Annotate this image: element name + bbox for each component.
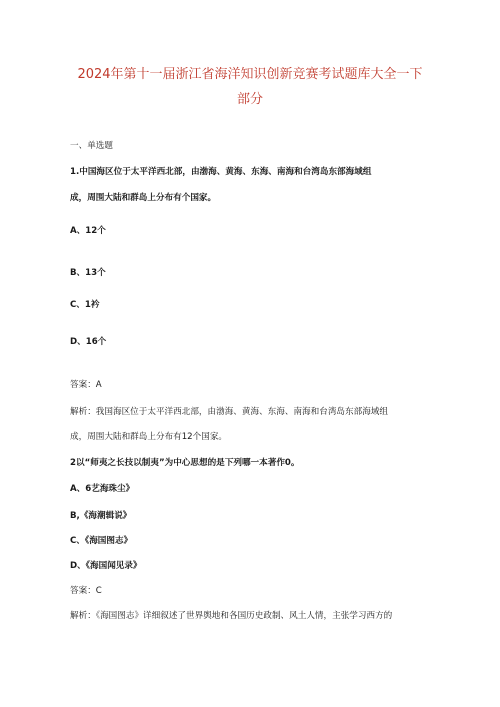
q1-answer: 答案：A bbox=[70, 380, 102, 390]
q1-option-c: C、1衿 bbox=[70, 300, 100, 310]
q1-analysis-line-1: 解析：我国海区位于太平洋西北部，由渤海、黄海、东海、南海和台湾岛东部海域组 bbox=[70, 407, 388, 417]
q2-option-c: C、《海国图志》 bbox=[70, 536, 133, 546]
q1-option-a: A、12个 bbox=[70, 226, 106, 236]
q2-option-d: D、《海国闻见录》 bbox=[70, 561, 142, 571]
q1-stem-line-1: 1.中国海区位于太平洋西北部，由渤海、黄海、东海、南海和台湾岛东部海域组 bbox=[70, 167, 372, 177]
document-title-line-2: 部分 bbox=[236, 92, 263, 107]
q2-analysis-line-1: 解析：《海国图志》详细叙述了世界舆地和各国历史政制、风土人情，主张学习西方的 bbox=[70, 611, 393, 621]
q1-option-d: D、16个 bbox=[70, 337, 107, 347]
q2-answer: 答案：C bbox=[70, 586, 102, 596]
q2-option-b: B,《海潮辑说》 bbox=[70, 511, 132, 521]
q1-analysis-line-2: 成，周围大陆和群岛上分布有12个国家。 bbox=[70, 432, 228, 442]
q2-option-a: A、6艺海珠尘》 bbox=[70, 484, 135, 494]
section-heading: 一、单选题 bbox=[70, 141, 113, 151]
document-title-line-1: 2024年第十一届浙江省海洋知识创新竞赛考试题库大全一下 bbox=[77, 67, 423, 82]
q1-option-b: B、13个 bbox=[70, 268, 106, 278]
q1-stem-line-2: 成，周围大陆和群岛上分布有个国家。 bbox=[70, 193, 217, 203]
q2-stem: 2以“师夷之长技以制夷”为中心思想的是下列哪一本著作0。 bbox=[70, 458, 300, 468]
